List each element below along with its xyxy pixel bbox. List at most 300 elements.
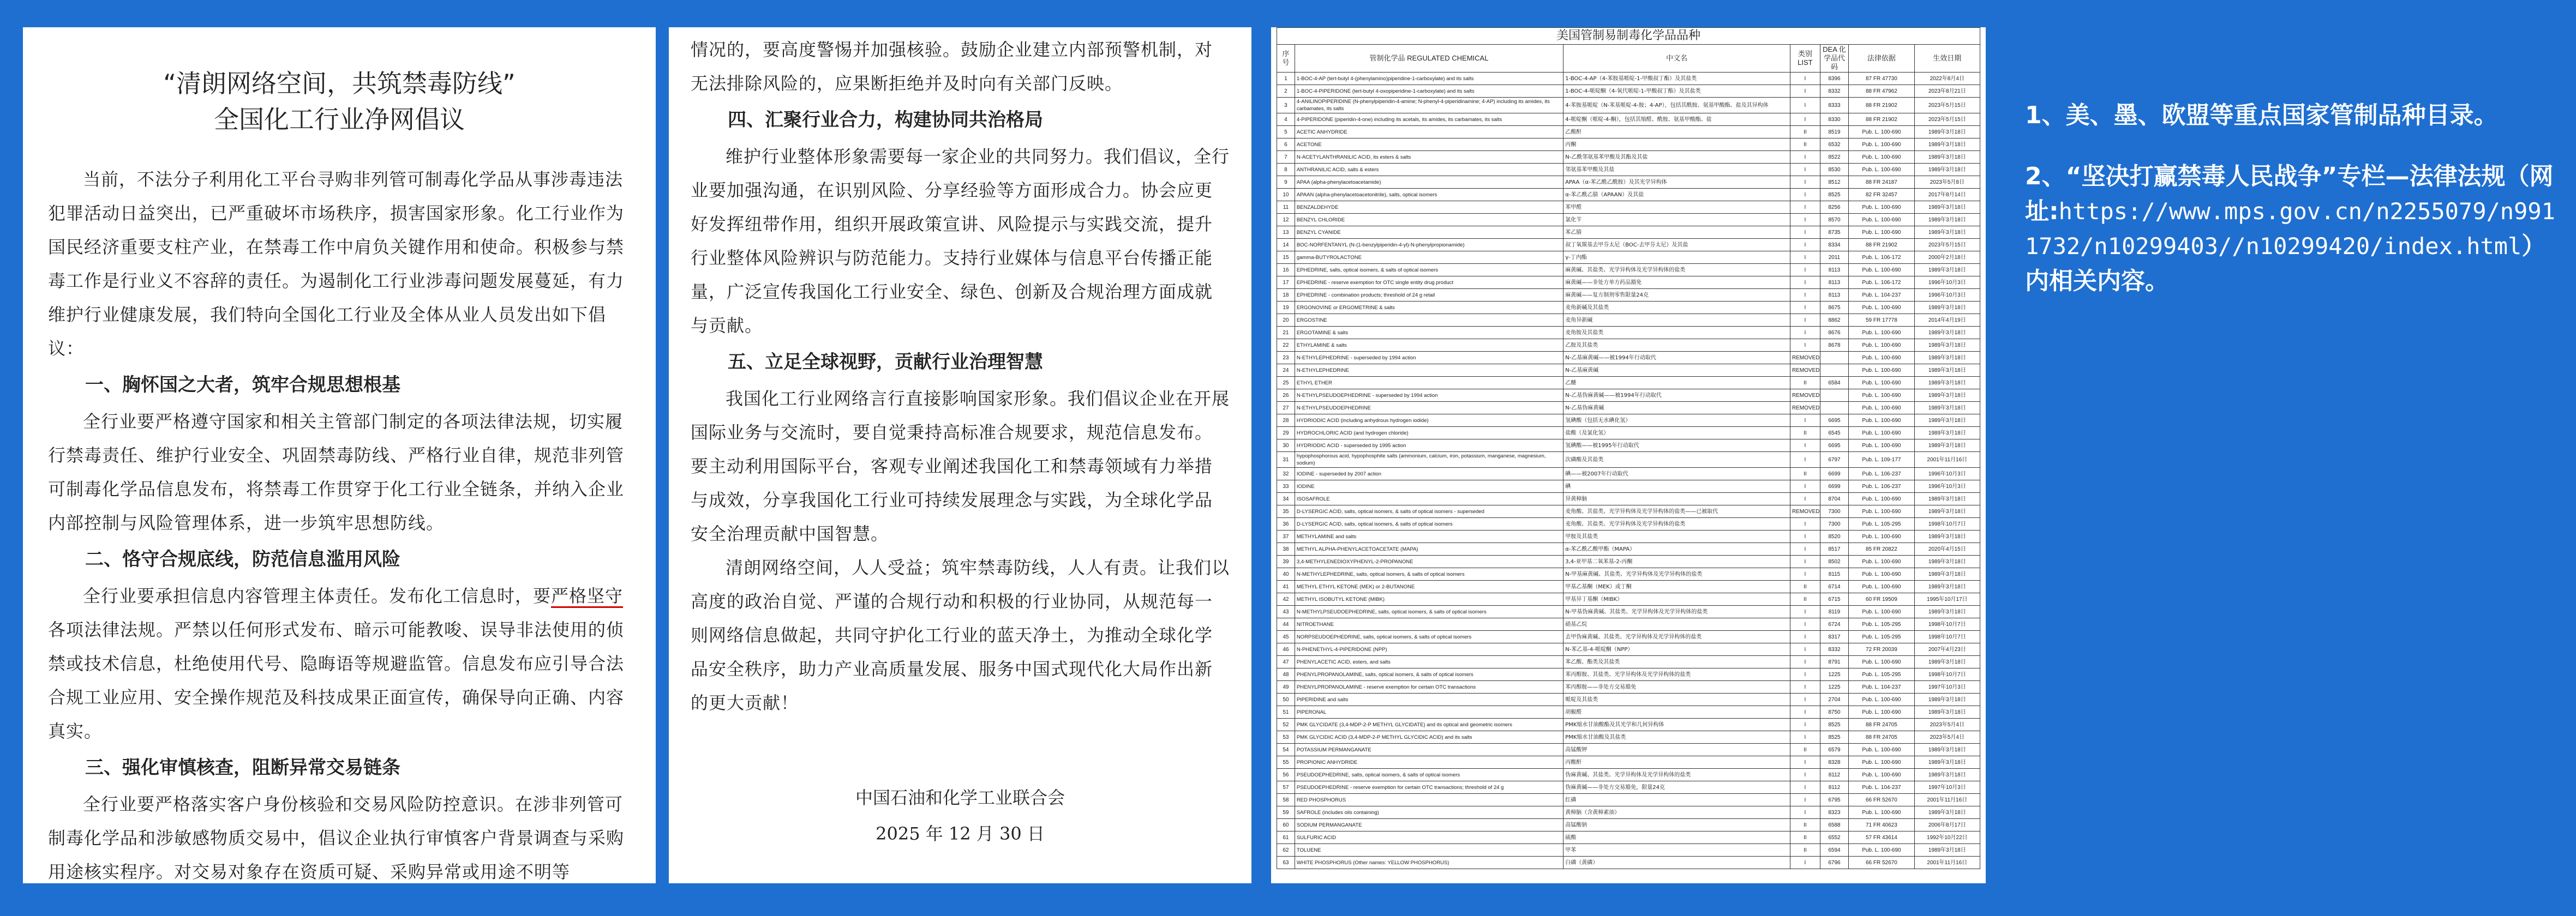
table-cell: 8256 — [1820, 201, 1849, 214]
table-cell: N-METHYLPSEUDOEPHEDRINE, salts, optical isomers, & salts of optical isomers — [1295, 606, 1563, 618]
table-row — [1277, 668, 1980, 681]
section-4-paragraph: 维护行业整体形象需要每一家企业的共同努力。我们倡议，全行业要加强沟通，在识别风险、分享经验等方面形成合力。协会应更好发挥纽带作用，组织开展政策宣讲、风险提示与实践交流，提升行业整体风险辨识与防范能力。支持行业媒体与信息平台传播正能量，广泛宣传我国化工行业安全、绿色、创新及合规治理方面成就与贡献。 — [691, 146, 1230, 336]
table-cell: 1989年3月18日 — [1914, 694, 1980, 706]
table-cell: 2020年4月15日 — [1914, 543, 1980, 556]
table-cell: METHYLAMINE and salts — [1295, 531, 1563, 543]
table-cell: Pub. L. 100-690 — [1849, 339, 1914, 352]
section-heading-1: 一、胸怀国之大者，筑牢合规思想根基 — [85, 374, 400, 396]
table-cell: 88 FR 24187 — [1849, 176, 1914, 189]
table-cell: II — [1790, 581, 1820, 593]
table-cell: Pub. L. 100-690 — [1849, 226, 1914, 239]
table-cell: 2011 — [1820, 251, 1849, 264]
table-cell: 2022年8月4日 — [1914, 73, 1980, 85]
table-cell: PHENYLPROPANOLAMINE - reserve exemption for certain OTC transactions — [1295, 681, 1563, 694]
table-row — [1277, 201, 1980, 214]
table-header-cell: 管制化学品 REGULATED CHEMICAL — [1295, 45, 1563, 73]
table-cell: 42 — [1277, 593, 1295, 606]
table-row — [1277, 857, 1980, 869]
table-cell: I — [1790, 201, 1820, 214]
table-cell: N-METHYLEPHEDRINE, salts, optical isomers, & salts of optical isomers — [1295, 568, 1563, 581]
table-cell: 53 — [1277, 731, 1295, 744]
table-cell: 6797 — [1820, 452, 1849, 468]
table-cell: 8502 — [1820, 556, 1849, 568]
table-cell: 8119 — [1820, 606, 1849, 618]
section-5-paragraph: 我国化工行业网络言行直接影响国家形象。我们倡议企业在开展国际业务与交流时，要自觉秉持高标准合规要求，规范信息发布。要主动利用国际平台，客观专业阐述我国化工和禁毒领域有力举措与成效，分享我国化工行业可持续发展理念与实践，为全球化学品安全治理贡献中国智慧。 — [691, 388, 1230, 544]
table-cell: 8113 — [1820, 264, 1849, 276]
table-cell: 丙酸酐 — [1563, 756, 1790, 769]
table-cell: 59 — [1277, 806, 1295, 819]
table-cell: 苯甲醛 — [1563, 201, 1790, 214]
table-cell: Pub. L. 100-690 — [1849, 427, 1914, 439]
table-cell: 氢碘酸——被1995年行动取代 — [1563, 439, 1790, 452]
table-cell: 2023年5月4日 — [1914, 719, 1980, 731]
table-cell: Pub. L. 100-690 — [1849, 493, 1914, 505]
table-cell: 22 — [1277, 339, 1295, 352]
table-row — [1277, 543, 1980, 556]
table-row — [1277, 289, 1980, 302]
table-cell: 8113 — [1820, 276, 1849, 289]
table-row — [1277, 327, 1980, 339]
table-cell: 苯丙醇胺、其盐类、光学异构体及光学异构体的盐类 — [1563, 668, 1790, 681]
table-cell: I — [1790, 251, 1820, 264]
closing-paragraph: 清朗网络空间，人人受益；筑牢禁毒防线，人人有责。让我们以高度的政治自觉、严谨的合规行动和积极的行业协同，从规范每一则网络信息做起，共同守护化工行业的蓝天净土，为推动全球化学品安全秩序，助力产业高质量发展、服务中国式现代化大局作出新的更大贡献！ — [691, 557, 1230, 713]
table-cell: 2001年11月16日 — [1914, 452, 1980, 468]
table-cell: N-乙酰邻氨基苯甲酸及其酯及其盐 — [1563, 151, 1790, 164]
table-cell: Pub. L. 106-172 — [1849, 276, 1914, 289]
table-cell: Pub. L. 100-690 — [1849, 201, 1914, 214]
table-cell: 8570 — [1820, 214, 1849, 226]
table-cell: 8 — [1277, 164, 1295, 176]
table-cell: METHYL ETHYL KETONE (MEK) or 2-BUTANONE — [1295, 581, 1563, 593]
table-row — [1277, 302, 1980, 314]
table-cell: 60 — [1277, 819, 1295, 831]
table-cell: 6715 — [1820, 593, 1849, 606]
table-cell: I — [1790, 543, 1820, 556]
table-header-cell: 类别 LIST — [1790, 45, 1820, 73]
document-title: “清朗网络空间，共筑禁毒防线” — [163, 69, 516, 98]
table-row — [1277, 73, 1980, 85]
highlighted-text: 严 — [551, 586, 569, 608]
table-cell: 甲基乙基酮（MEK）或丁酮 — [1563, 581, 1790, 593]
table-cell: Pub. L. 100-690 — [1849, 769, 1914, 781]
table-row — [1277, 631, 1980, 643]
table-cell: Pub. L. 100-690 — [1849, 364, 1914, 377]
table-cell: ACETIC ANHYDRIDE — [1295, 126, 1563, 138]
section-2-paragraph: 全行业要承担信息内容管理主体责任。发布化工信息时，要严格坚守各项法律法规。严禁以任何形式发布、暗示可能教唆、误导非法使用的侦禁或技术信息，杜绝使用代号、隐晦语等规避监管。信息发布应引导合法合规工业应用、安全操作规范及科技成果正面宣传，确保导向正确、内容真实。 — [48, 586, 625, 742]
table-row — [1277, 214, 1980, 226]
table-cell: ETHYL ETHER — [1295, 377, 1563, 389]
table-cell: 1989年3月18日 — [1914, 414, 1980, 427]
table-cell: 25 — [1277, 377, 1295, 389]
table-cell: 6588 — [1820, 819, 1849, 831]
table-cell: 伪麻黄碱、其盐类、光学异构体及光学异构体的盐类 — [1563, 769, 1790, 781]
table-row — [1277, 643, 1980, 656]
table-cell: PMK缩水甘油酸及其盐类 — [1563, 731, 1790, 744]
table-row — [1277, 339, 1980, 352]
table-cell: EPHEDRINE, salts, optical isomers, & salts of optical isomers — [1295, 264, 1563, 276]
table-cell: 57 — [1277, 781, 1295, 794]
table-cell: Pub. L. 100-690 — [1849, 556, 1914, 568]
table-cell: REMOVED — [1790, 505, 1820, 518]
table-cell: 1989年3月18日 — [1914, 531, 1980, 543]
table-cell: 20 — [1277, 314, 1295, 327]
table-cell: POTASSIUM PERMANGANATE — [1295, 744, 1563, 756]
section-heading-5: 五、立足全球视野，贡献行业治理智慧 — [728, 351, 1043, 373]
table-cell: 19 — [1277, 302, 1295, 314]
table-cell: 2023年5月15日 — [1914, 98, 1980, 113]
table-row — [1277, 618, 1980, 631]
table-row — [1277, 744, 1980, 756]
table-cell: 1989年3月18日 — [1914, 568, 1980, 581]
table-row — [1277, 176, 1980, 189]
table-cell: I — [1790, 719, 1820, 731]
table-cell: Pub. L. 105-295 — [1849, 618, 1914, 631]
table-cell: 39 — [1277, 556, 1295, 568]
table-cell: Pub. L. 100-690 — [1849, 606, 1914, 618]
table-cell: 88 FR 24705 — [1849, 719, 1914, 731]
table-cell: 1 — [1277, 73, 1295, 85]
table-cell: 麦角异新碱 — [1563, 314, 1790, 327]
table-cell: REMOVED — [1790, 402, 1820, 414]
table-cell: Pub. L. 100-690 — [1849, 806, 1914, 819]
table-cell: 8519 — [1820, 126, 1849, 138]
section-heading-3: 三、强化审慎核查，阻断异常交易链条 — [85, 757, 400, 779]
table-cell: 1992年10月22日 — [1914, 831, 1980, 844]
table-cell: 1989年3月18日 — [1914, 769, 1980, 781]
table-cell: 37 — [1277, 531, 1295, 543]
table-cell: 1989年3月18日 — [1914, 138, 1980, 151]
table-cell: N-乙基麻黄碱 — [1563, 364, 1790, 377]
table-cell: NITROETHANE — [1295, 618, 1563, 631]
table-cell: 盐酸（及氯化氢） — [1563, 427, 1790, 439]
table-cell: 2007年4月23日 — [1914, 643, 1980, 656]
table-cell: 4-PIPERIDONE (piperidin-4-one) including its acetals, its amides, its carbamates, its salts — [1295, 113, 1563, 126]
table-cell: 1989年3月18日 — [1914, 656, 1980, 668]
table-cell: 30 — [1277, 439, 1295, 452]
table-cell: I — [1790, 302, 1820, 314]
table-cell: 1996年10月3日 — [1914, 289, 1980, 302]
table-row — [1277, 831, 1980, 844]
table-cell: I — [1790, 568, 1820, 581]
table-cell: N-乙基麻黄碱——被1994年行动取代 — [1563, 352, 1790, 364]
table-cell: I — [1790, 668, 1820, 681]
table-cell: 8332 — [1820, 85, 1849, 98]
table-cell: 哌啶及其盐类 — [1563, 694, 1790, 706]
table-cell: Pub. L. 100-690 — [1849, 151, 1914, 164]
table-cell: 1-BOC-4-PIPERIDONE (tert-butyl 4-oxopiperidine-1-carboxylate) and its salts — [1295, 85, 1563, 98]
table-cell: 8791 — [1820, 656, 1849, 668]
table-cell: 1989年3月18日 — [1914, 302, 1980, 314]
table-cell: ERGOSTINE — [1295, 314, 1563, 327]
table-cell: PHENYLACETIC ACID, esters, and salts — [1295, 656, 1563, 668]
table-cell: I — [1790, 656, 1820, 668]
table-cell: 麻黄碱——复方制剂零售限量24克 — [1563, 289, 1790, 302]
table-row — [1277, 556, 1980, 568]
table-row — [1277, 389, 1980, 402]
table-cell: 1-BOC-4-AP (tert-butyl 4-(phenylamino)piperidine-1-carboxylate) and its salts — [1295, 73, 1563, 85]
table-cell: 8530 — [1820, 164, 1849, 176]
table-cell: 1989年3月18日 — [1914, 606, 1980, 618]
table-cell: N-PHENETHYL-4-PIPERIDONE (NPP) — [1295, 643, 1563, 656]
table-cell: II — [1790, 138, 1820, 151]
table-cell: 6594 — [1820, 844, 1849, 857]
table-cell: 1989年3月18日 — [1914, 164, 1980, 176]
table-cell: 8330 — [1820, 113, 1849, 126]
table-cell: 1998年10月7日 — [1914, 518, 1980, 531]
table-cell: I — [1790, 681, 1820, 694]
table-cell: 1989年3月18日 — [1914, 226, 1980, 239]
table-row — [1277, 452, 1980, 468]
table-cell: 8328 — [1820, 756, 1849, 769]
table-cell: 2006年8月17日 — [1914, 819, 1980, 831]
table-cell: Pub. L. 100-690 — [1849, 694, 1914, 706]
table-cell: 乙醚 — [1563, 377, 1790, 389]
table-header-cell: DEA 化学品代码 — [1820, 45, 1849, 73]
table-header-cell: 生效日期 — [1914, 45, 1980, 73]
table-cell: REMOVED — [1790, 364, 1820, 377]
table-cell: N-ETHYLEPHEDRINE — [1295, 364, 1563, 377]
table-title: 美国管制易制毒化学品品种 — [1277, 27, 1980, 44]
table-cell: SULFURIC ACID — [1295, 831, 1563, 844]
table-cell: 2023年8月21日 — [1914, 85, 1980, 98]
table-cell: 胡椒醛 — [1563, 706, 1790, 719]
table-cell: gamma-BUTYROLACTONE — [1295, 251, 1563, 264]
table-cell: 1-BOC-4-AP（4-苯胺基哌啶-1-甲酸叔丁酯）及其盐类 — [1563, 73, 1790, 85]
table-cell: α-苯乙酰乙腈（APAAN）及其盐 — [1563, 189, 1790, 201]
table-cell: I — [1790, 731, 1820, 744]
note-item-2: 2、“坚决打赢禁毒人民战争”专栏—法律法规（网址:https://www.mps.gov.cn/n2255079/n9911732/n10299403//n10299420/index.html）内相关内容。 — [2025, 162, 2555, 295]
table-cell: Pub. L. 106-172 — [1849, 251, 1914, 264]
table-cell: Pub. L. 100-690 — [1849, 756, 1914, 769]
table-cell: EPHEDRINE - combination products; threshold of 24 g retail — [1295, 289, 1563, 302]
table-cell: 6699 — [1820, 468, 1849, 480]
table-cell: 51 — [1277, 706, 1295, 719]
table-cell: APAA (alpha-phenylacetoacetamide) — [1295, 176, 1563, 189]
table-row — [1277, 239, 1980, 251]
table-cell: 17 — [1277, 276, 1295, 289]
table-cell: ANTHRANILIC ACID, salts & esters — [1295, 164, 1563, 176]
table-cell: 44 — [1277, 618, 1295, 631]
table-cell: α-苯乙酰乙酸甲酯（MAPA） — [1563, 543, 1790, 556]
table-cell: 1989年3月18日 — [1914, 581, 1980, 593]
table-cell: 32 — [1277, 468, 1295, 480]
table-cell: 58 — [1277, 794, 1295, 806]
table-cell: 21 — [1277, 327, 1295, 339]
table-cell: 次磷酸及其盐类 — [1563, 452, 1790, 468]
section-1-paragraph: 全行业要严格遵守国家和相关主管部门制定的各项法律法规，切实履行禁毒责任、维护行业安全、巩固禁毒防线、严格行业自律，规范非列管可制毒化学品信息发布，将禁毒工作贯穿于化工行业全链条，并纳入企业内部控制与风险管理体系，进一步筑牢思想防线。 — [48, 411, 625, 533]
table-row — [1277, 806, 1980, 819]
table-cell: I — [1790, 794, 1820, 806]
table-cell: I — [1790, 226, 1820, 239]
table-row — [1277, 151, 1980, 164]
table-cell: 1989年3月18日 — [1914, 427, 1980, 439]
table-row — [1277, 314, 1980, 327]
table-cell: 4-哌啶酮（哌啶-4-酮），包括其缩醛、酰胺、氨基甲酸酯、盐 — [1563, 113, 1790, 126]
table-cell: 36 — [1277, 518, 1295, 531]
table-cell: 85 FR 20822 — [1849, 543, 1914, 556]
table-cell: 8525 — [1820, 731, 1849, 744]
table-cell: 1989年3月18日 — [1914, 493, 1980, 505]
table-cell: 8112 — [1820, 781, 1849, 794]
table-cell: Pub. L. 100-690 — [1849, 214, 1914, 226]
table-cell: 7 — [1277, 151, 1295, 164]
table-cell: 1998年10月7日 — [1914, 618, 1980, 631]
table-cell: PIPERIDINE and salts — [1295, 694, 1563, 706]
table-cell: 8323 — [1820, 806, 1849, 819]
table-cell: γ-丁内酯 — [1563, 251, 1790, 264]
table-cell: BENZYL CHLORIDE — [1295, 214, 1563, 226]
table-cell: 6714 — [1820, 581, 1849, 593]
table-cell: I — [1790, 414, 1820, 427]
table-cell: NORPSEUDOEPHEDRINE, salts, optical isomers, & salts of optical isomers — [1295, 631, 1563, 643]
initiative-page-2 — [669, 27, 1251, 883]
table-cell: Pub. L. 109-177 — [1849, 452, 1914, 468]
table-row — [1277, 794, 1980, 806]
table-cell: 60 FR 19509 — [1849, 593, 1914, 606]
table-cell: 88 FR 21902 — [1849, 98, 1914, 113]
table-row — [1277, 493, 1980, 505]
table-cell: I — [1790, 239, 1820, 251]
table-cell: 1225 — [1820, 681, 1849, 694]
document-subtitle: 全国化工行业净网倡议 — [214, 105, 465, 134]
reference-url-link[interactable]: https://www.mps.gov.cn/n2255079/n9911732/n10299403//n10299420/index.html — [2025, 198, 2555, 260]
table-cell: 11 — [1277, 201, 1295, 214]
table-cell: 1995年10月17日 — [1914, 593, 1980, 606]
table-cell: 8115 — [1820, 568, 1849, 581]
table-cell: 8396 — [1820, 73, 1849, 85]
table-body — [1277, 73, 1980, 869]
table-cell: D-LYSERGIC ACID, salts, optical isomers, & salts of optical isomers - superseded — [1295, 505, 1563, 518]
table-cell: 苯乙腈 — [1563, 226, 1790, 239]
table-cell: II — [1790, 427, 1820, 439]
table-cell: 1989年3月18日 — [1914, 327, 1980, 339]
table-cell — [1820, 402, 1849, 414]
table-cell: 1989年3月18日 — [1914, 264, 1980, 276]
table-cell: 52 — [1277, 719, 1295, 731]
table-cell: I — [1790, 327, 1820, 339]
table-cell: 2014年4月19日 — [1914, 314, 1980, 327]
table-cell: 6579 — [1820, 744, 1849, 756]
table-cell: 63 — [1277, 857, 1295, 869]
table-cell: 白磷（黄磷） — [1563, 857, 1790, 869]
table-row — [1277, 468, 1980, 480]
table-cell: ERGONOVINE or ERGOMETRINE & salts — [1295, 302, 1563, 314]
table-cell: Pub. L. 100-690 — [1849, 531, 1914, 543]
table-cell: BENZALDEHYDE — [1295, 201, 1563, 214]
table-cell: 乙胺及其盐类 — [1563, 339, 1790, 352]
table-cell: I — [1790, 694, 1820, 706]
table-cell: I — [1790, 857, 1820, 869]
table-cell: 23 — [1277, 352, 1295, 364]
table-cell: RED PHOSPHORUS — [1295, 794, 1563, 806]
table-cell: 26 — [1277, 389, 1295, 402]
table-cell: 2000年2月18日 — [1914, 251, 1980, 264]
table-cell: Pub. L. 105-295 — [1849, 518, 1914, 531]
table-cell: Pub. L. 100-690 — [1849, 264, 1914, 276]
table-row — [1277, 518, 1980, 531]
table-cell: 2 — [1277, 85, 1295, 98]
table-cell: Pub. L. 106-237 — [1849, 468, 1914, 480]
table-cell: 麦角胺及其盐类 — [1563, 327, 1790, 339]
table-cell: 88 FR 47962 — [1849, 85, 1914, 98]
table-cell: Pub. L. 100-690 — [1849, 568, 1914, 581]
table-cell: HYDROCHLORIC ACID (and hydrogen chloride) — [1295, 427, 1563, 439]
table-cell: 66 FR 52670 — [1849, 857, 1914, 869]
section-heading-4: 四、汇聚行业合力，构建协同共治格局 — [728, 109, 1043, 131]
table-cell: 碘——被2007年行动取代 — [1563, 468, 1790, 480]
table-cell: 50 — [1277, 694, 1295, 706]
table-row — [1277, 138, 1980, 151]
table-cell: N-ETHYLPSEUDOEPHEDRINE - superseded by 1994 action — [1295, 389, 1563, 402]
table-cell: Pub. L. 100-690 — [1849, 439, 1914, 452]
table-cell: 麦角酸、其盐类、光学异构体及光学异构体的盐类——已被取代 — [1563, 505, 1790, 518]
table-row — [1277, 480, 1980, 493]
table-cell: I — [1790, 113, 1820, 126]
table-cell: I — [1790, 264, 1820, 276]
table-cell: N-ETHYLPSEUDOEPHEDRINE — [1295, 402, 1563, 414]
table-cell: I — [1790, 289, 1820, 302]
table-cell: Pub. L. 100-690 — [1849, 138, 1914, 151]
table-cell: 24 — [1277, 364, 1295, 377]
reference-notes — [2025, 98, 2560, 325]
table-cell: 7300 — [1820, 518, 1849, 531]
table-row — [1277, 276, 1980, 289]
table-cell: 6 — [1277, 138, 1295, 151]
table-row — [1277, 402, 1980, 414]
table-cell: 71 FR 40623 — [1849, 819, 1914, 831]
table-cell: 6552 — [1820, 831, 1849, 844]
table-cell: 1989年3月18日 — [1914, 439, 1980, 452]
table-cell: 59 FR 17778 — [1849, 314, 1914, 327]
table-cell: 2017年8月14日 — [1914, 189, 1980, 201]
table-cell: 8113 — [1820, 289, 1849, 302]
table-cell: II — [1790, 468, 1820, 480]
table-cell: 61 — [1277, 831, 1295, 844]
table-cell: Pub. L. 100-690 — [1849, 302, 1914, 314]
table-cell: 1996年10月3日 — [1914, 480, 1980, 493]
table-cell: I — [1790, 276, 1820, 289]
table-cell: 48 — [1277, 668, 1295, 681]
table-cell: 28 — [1277, 414, 1295, 427]
table-cell: 8332 — [1820, 643, 1849, 656]
table-cell: 甲胺及其盐类 — [1563, 531, 1790, 543]
table-row — [1277, 427, 1980, 439]
table-cell: 1997年10月3日 — [1914, 781, 1980, 794]
table-cell: Pub. L. 105-295 — [1849, 668, 1914, 681]
table-cell: 8525 — [1820, 719, 1849, 731]
table-cell: 45 — [1277, 631, 1295, 643]
table-cell: 1-BOC-4-哌啶酮（4-氧代哌啶-1-甲酸叔丁酯）及其盐类 — [1563, 85, 1790, 98]
table-cell: PMK GLYCIDIC ACID (3,4-MDP-2-P METHYL GLYCIDIC ACID) and its salts — [1295, 731, 1563, 744]
table-cell: 46 — [1277, 643, 1295, 656]
table-cell: 43 — [1277, 606, 1295, 618]
table-cell: 3,4-亚甲基二氧苯基-2-丙酮 — [1563, 556, 1790, 568]
table-cell: 82 FR 32457 — [1849, 189, 1914, 201]
table-cell: II — [1790, 819, 1820, 831]
table-cell: 丙酮 — [1563, 138, 1790, 151]
table-cell: 8676 — [1820, 327, 1849, 339]
table-cell: 邻氨基苯甲酸及其盐 — [1563, 164, 1790, 176]
table-row — [1277, 414, 1980, 427]
table-cell: BENZYL CYANIDE — [1295, 226, 1563, 239]
table-cell: Pub. L. 100-690 — [1849, 126, 1914, 138]
chemical-table — [1277, 44, 1980, 869]
table-row — [1277, 531, 1980, 543]
table-cell: I — [1790, 339, 1820, 352]
table-cell: APAA（α-苯乙酰乙酰胺）及其光学异构体 — [1563, 176, 1790, 189]
table-cell: 34 — [1277, 493, 1295, 505]
table-cell: 66 FR 52670 — [1849, 794, 1914, 806]
